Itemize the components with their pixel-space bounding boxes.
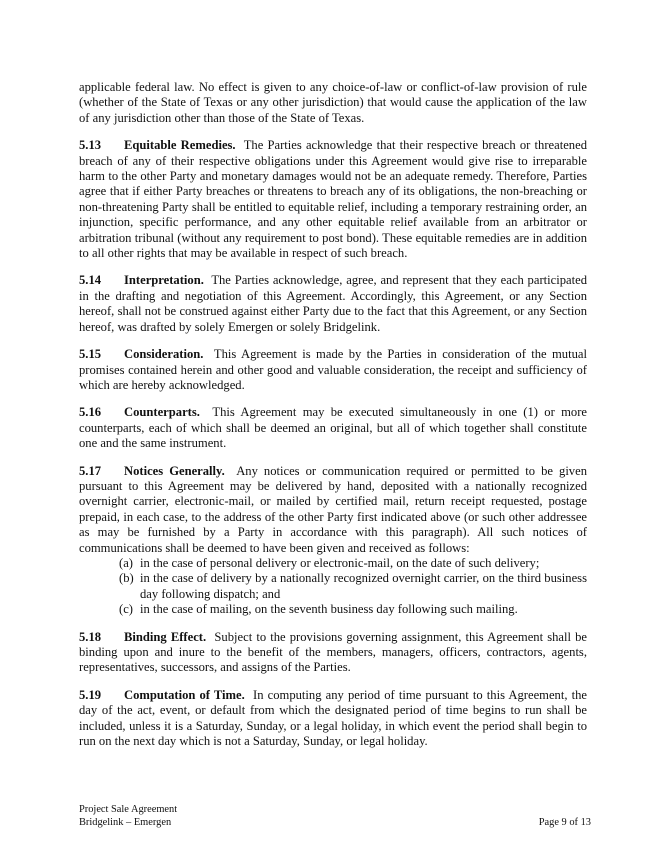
footer-document-title: Project Sale Agreement [79,804,178,815]
section-title: Consideration. [124,347,204,362]
list-item-text: in the case of mailing, on the seventh business day following such mailing. [140,602,518,617]
list-item-text: in the case of delivery by a nationally recognized overnight carrier, on the third business day following dispatch; and [140,571,587,601]
list-item [79,602,587,617]
section-title: Equitable Remedies. [124,138,236,153]
section-5-13 [79,138,587,261]
section-number: 5.17 [79,463,102,478]
section-title: Interpretation. [124,273,204,288]
section-number: 5.16 [79,405,102,420]
list-marker: (c) [119,602,133,617]
section-title: Binding Effect. [124,629,207,644]
footer-parties: Bridgelink – Emergen [79,817,172,828]
section-body: Any notices or communication required or permitted to be given pursuant to this Agreement may be delivered by hand, deposited with a nationally recognized overnight carrier, electronic-mail, or mailed by certified mail, return receipt requested, postage prepaid, in each case, to the address of the other Party first indicated above (or such other addressee as may be furnished by a Party in accordance with this paragraph). All such notices of communications shall be deemed to have been given and received as follows: [79,463,587,555]
section-number: 5.19 [79,687,102,702]
intro-paragraph: applicable federal law. No effect is given to any choice-of-law or conflict-of-law provision of rule (whether of the State of Texas or any other jurisdiction) that would cause the application of the law of any jurisdiction other than those of the State of Texas. [79,80,587,125]
section-title: Notices Generally. [124,463,225,478]
list-item-text: in the case of personal delivery or electronic-mail, on the date of such delivery; [140,555,540,570]
page-number: Page 9 of 13 [538,817,591,828]
section-5-17 [79,464,587,556]
section-title: Counterparts. [124,405,200,420]
section-body: Subject to the provisions governing assignment, this Agreement shall be binding upon and inure to the benefit of the members, managers, officers, contractors, agents, representatives, successors, and assigns of the Parties. [79,629,588,675]
section-5-18 [79,630,587,676]
section-5-19 [79,688,587,750]
section-body: The Parties acknowledge that their respective breach or threatened breach of any of their respective obligations under this Agreement would give rise to irreparable harm to the other Party and monetary damages would not be an adequate remedy. Therefore, Parties agree that if either Party breaches or threatens to breach any of its obligations, the non-breaching or non-threatening Party shall be entitled to equitable relief, including a temporary restraining order, an injunction, specific performance, and any other equitable relief available from an arbitrator or arbitration tribunal (without any requirement to post bond). These equitable remedies are in addition to all other rights that may be available in respect of such breach. [79,138,587,261]
document-body [79,80,587,761]
section-body: The Parties acknowledge, agree, and represent that they each participated in the drafting and negotiation of this Agreement. Accordingly, this Agreement, or any Section hereof, shall not be construed against either Party due to the fact that this Agreement, or any Section hereof, was drafted by solely Emergen or solely Bridgelink. [79,273,588,334]
section-5-14 [79,273,587,335]
section-number: 5.14 [79,273,102,288]
section-number: 5.13 [79,138,102,153]
list-marker: (a) [119,555,133,570]
list-item [79,571,587,602]
section-5-16 [79,405,587,451]
list-marker: (b) [119,571,134,586]
notice-delivery-list [79,556,587,618]
section-number: 5.18 [79,629,102,644]
section-title: Computation of Time. [124,687,245,702]
section-number: 5.15 [79,347,102,362]
section-5-15 [79,347,587,393]
list-item [79,556,587,571]
page-footer [79,803,591,829]
section-body: In computing any period of time pursuant to this Agreement, the day of the act, event, or default from which the designated period of time begins to run shall be included, unless it is a Saturday, Sunday, or a legal holiday, in which event the period shall begin to run on the next day which is not a Saturday, Sunday, or legal holiday. [79,687,588,749]
section-body: This Agreement may be executed simultaneously in one (1) or more counterparts, each of which shall be deemed an original, but all of which together shall constitute one and the same instrument. [79,405,587,451]
section-body: This Agreement is made by the Parties in consideration of the mutual promises contained herein and other good and valuable consideration, the receipt and sufficiency of which are hereby acknowledged. [79,347,587,392]
